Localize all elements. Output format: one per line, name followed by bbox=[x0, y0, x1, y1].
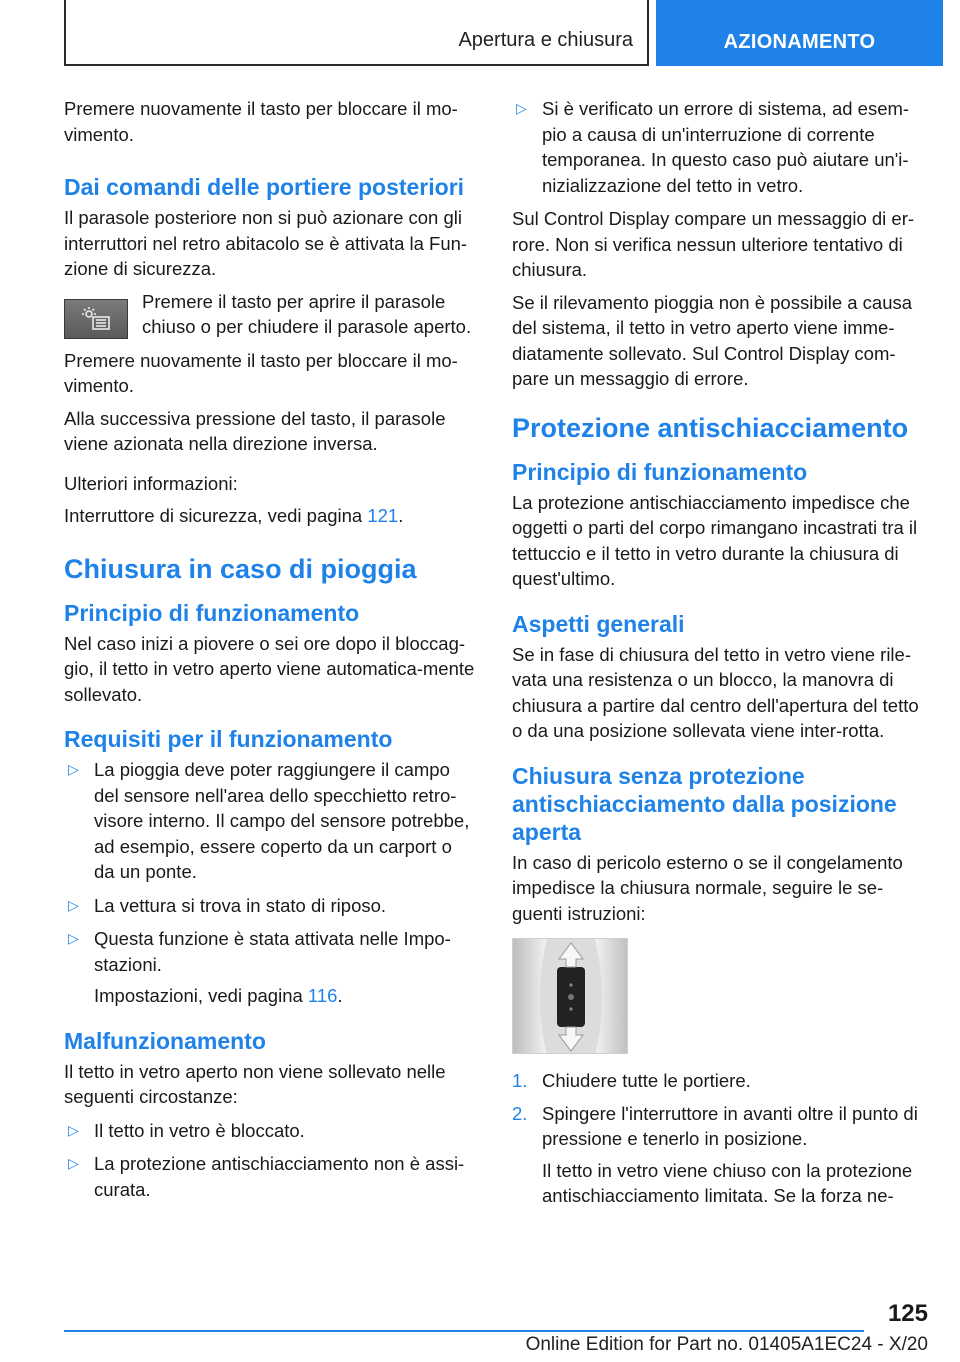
list-item: ▷ Questa funzione è stata attivata nelle Impo-stazioni. Impostazioni, vedi pagina 116. bbox=[64, 926, 476, 1009]
right-column bbox=[512, 96, 928, 1216]
list-item: ▷ Si è verificato un errore di sistema, ad esem-pio a causa di un'interruzione di corrente temporanea. In questo caso può aiutare un'i-nizializzazione del tetto in vetro. bbox=[516, 98, 910, 196]
page-link-116[interactable]: 116 bbox=[307, 985, 338, 1006]
button-instruction-text: Premere il tasto per aprire il parasole chiuso o per chiudere il parasole aperto. bbox=[142, 290, 472, 337]
list-item: 2. Spingere l'interruttore in avanti oltre il punto di pressione e tenerlo in posizione. Il tetto in vetro viene chiuso con la protezione antischiacciamento limitata. Se la forza ne- bbox=[512, 1101, 928, 1209]
paragraph: Premere nuovamente il tasto per bloccare il mo-vimento. bbox=[64, 98, 458, 145]
triangle-bullet-icon: ▷ bbox=[68, 896, 79, 913]
steps-list bbox=[512, 1068, 928, 1209]
paragraph: Il parasole posteriore non si può azionare con gli interruttori nel retro abitacolo se è attivata la Fun-zione di sicurezza. bbox=[64, 207, 468, 279]
heading-rear-doors: Dai comandi delle portiere posteriori bbox=[64, 174, 465, 200]
paragraph: Alla successiva pressione del tasto, il parasole viene azionata nella direzione inversa. bbox=[64, 407, 446, 454]
heading-principle: Principio di funzionamento bbox=[512, 458, 808, 485]
heading-requirements: Requisiti per il funzionamento bbox=[64, 726, 393, 752]
heading-anti-trap: Protezione antischiacciamento bbox=[512, 412, 909, 443]
left-column bbox=[64, 96, 476, 1210]
header-section-title bbox=[64, 0, 649, 66]
triangle-bullet-icon: ▷ bbox=[68, 1155, 79, 1171]
malfunction-list bbox=[64, 1118, 476, 1203]
button-instruction bbox=[64, 289, 476, 340]
paragraph: Premere nuovamente il tasto per bloccare il mo-vimento. bbox=[64, 349, 458, 396]
paragraph: Se in fase di chiusura del tetto in vetro viene rile-vata una resistenza o un blocco, la manovra di chiusura a partire dal centro dell'apertura del tetto o da una posizione sollevata viene inter-rotta. bbox=[512, 643, 919, 741]
heading-rain-closing: Chiusura in caso di pioggia bbox=[64, 553, 417, 584]
malfunction-list-continued bbox=[512, 96, 928, 198]
footer-divider bbox=[64, 1330, 864, 1332]
triangle-bullet-icon: ▷ bbox=[68, 1121, 79, 1138]
list-item-subnote: Il tetto in vetro viene chiuso con la protezione antischiacciamento limitata. Se la forza ne- bbox=[542, 1159, 913, 1206]
heading-general: Aspetti generali bbox=[512, 610, 685, 637]
paragraph: Ulteriori informazioni: bbox=[64, 472, 238, 494]
heading-principle: Principio di funzionamento bbox=[64, 599, 360, 626]
paragraph: Se il rilevamento pioggia non è possibile a causa del sistema, il tetto in vetro aperto viene imme-diatamente sollevato. Sul Control Display com-pare un messaggio di errore. bbox=[512, 291, 913, 389]
paragraph: Il tetto in vetro aperto non viene sollevato nelle seguenti circostanze: bbox=[64, 1060, 446, 1107]
heading-close-without-protection: Chiusura senza protezione antischiacciamento dalla posizione aperta bbox=[512, 762, 897, 845]
paragraph: In caso di pericolo esterno o se il congelamento impedisce la chiusura normale, seguire le se-guenti istruzioni: bbox=[512, 851, 903, 924]
paragraph: Nel caso inizi a piovere o sei ore dopo il bloccag-gio, il tetto in vetro aperto viene automatica-mente sollevato. bbox=[64, 632, 475, 705]
heading-malfunction: Malfunzionamento bbox=[64, 1027, 266, 1054]
paragraph: Interruttore di sicurezza, vedi pagina 121. bbox=[64, 505, 404, 526]
triangle-bullet-icon: ▷ bbox=[516, 100, 527, 116]
chapter-title: AZIONAMENTO bbox=[723, 31, 876, 53]
list-item: ▷ La protezione antischiacciamento non è assi-curata. bbox=[68, 1153, 465, 1200]
paragraph: Sul Control Display compare un messaggio di er-rore. Non si verifica nessun ulteriore tentativo di chiusura. bbox=[512, 208, 915, 280]
sunshade-icon bbox=[64, 299, 128, 339]
requirements-list bbox=[64, 757, 476, 1009]
page-link-121[interactable]: 121 bbox=[367, 505, 399, 526]
list-item: ▷ Il tetto in vetro è bloccato. bbox=[64, 1118, 476, 1144]
paragraph: La protezione antischiacciamento impedisce che oggetti o parti del corpo rimangano incastrati tra il tettuccio e il tetto in vetro durante la chiusura di quest'ultimo. bbox=[512, 491, 918, 589]
header-chapter-tab bbox=[656, 0, 943, 66]
list-item: ▷ La pioggia deve poter raggiungere il campo del sensore nell'area dello specchietto retro-visore interno. Il campo del sensore potrebbe, ad esempio, essere coperto da un carport o da un ponte. bbox=[68, 759, 470, 882]
switch-photo bbox=[512, 938, 628, 1054]
section-title: Apertura e chiusura bbox=[458, 29, 633, 51]
footer-edition: Online Edition for Part no. 01405A1EC24 - X/20 bbox=[525, 1334, 928, 1355]
list-item: 1. Chiudere tutte le portiere. bbox=[512, 1070, 751, 1091]
triangle-bullet-icon: ▷ bbox=[68, 761, 79, 777]
list-item-subnote: Impostazioni, vedi pagina 116. bbox=[94, 985, 343, 1006]
list-item: ▷ La vettura si trova in stato di riposo. bbox=[64, 893, 476, 919]
page-number: 125 bbox=[887, 1300, 928, 1327]
triangle-bullet-icon: ▷ bbox=[68, 930, 79, 946]
